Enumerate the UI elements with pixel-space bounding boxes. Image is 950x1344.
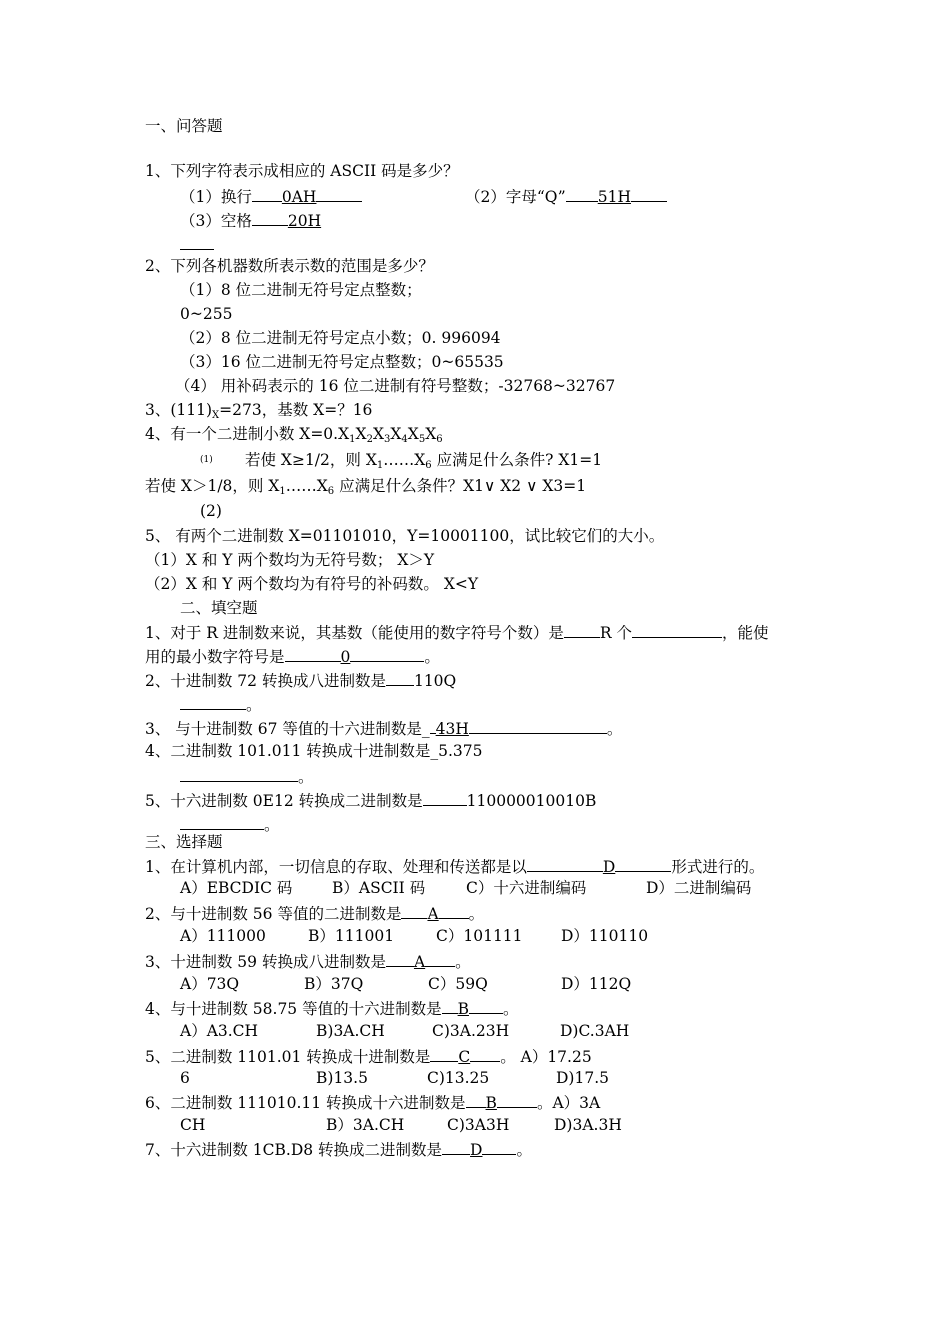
question-2d: （4） 用补码表示的 16 位二进制有符号整数；-32768~32767 [175, 377, 616, 395]
fill-2: 2、十进制数 72 转换成八进制数是 110Q [145, 669, 456, 691]
choice-4: 4、与十进制数 58.75 等值的十六进制数是 B 。 [145, 997, 519, 1019]
fill-2-blank: 。 [180, 693, 262, 715]
choice-4-option-a: A）A3.CH [180, 1022, 259, 1040]
question-2a: （1）8 位二进制无符号定点整数； [180, 281, 422, 299]
choice-2-option-c: C）101111 [436, 927, 523, 945]
question-4b: 若使 X＞1/8，则 $X_1\dots\dots X_6$ 应满足什么条件？X1∨ X2 ∨ X3=1 [145, 477, 587, 497]
choice-2-option-a: A）111000 [180, 927, 266, 945]
fill-5-blank: 。 [180, 813, 280, 835]
choice-6-option-b: B）3A.CH [326, 1116, 405, 1134]
choice-1-option-b: B）ASCII 码 [332, 879, 426, 897]
choice-6: 6、二进制数 111010.11 转换成十六进制数是 B 。A）3A [145, 1091, 600, 1113]
question-2c: （3）16 位二进制无符号定点整数；0~65535 [180, 353, 504, 371]
choice-5: 5、二进制数 1101.01 转换成十进制数是 C 。 A）17.25 [145, 1045, 592, 1067]
choice-4-option-c: C)3A.23H [432, 1022, 510, 1040]
question-5: 5、 有两个二进制数 X=01101010，Y=10001100，试比较它们的大小。 [145, 527, 665, 545]
choice-6-option-c: C)3A3H [447, 1116, 510, 1134]
choice-3-option-b: B）37Q [304, 975, 364, 993]
choice-7: 7、十六进制数 1CB.D8 转换成二进制数是 D 。 [145, 1138, 532, 1160]
choice-6-option-a-cont: CH [180, 1116, 206, 1134]
fill-4-blank: 。 [180, 765, 314, 787]
choice-2: 2、与十进制数 56 等值的二进制数是 A 。 [145, 902, 484, 924]
choice-1: 1、在计算机内部，一切信息的存取、处理和传送都是以 D 形式进行的。 [145, 855, 764, 877]
question-1a: （1）换行 0AH [180, 185, 362, 207]
choice-4-option-b: B)3A.CH [316, 1022, 385, 1040]
choice-5-option-c: C)13.25 [427, 1069, 490, 1087]
choice-3-option-c: C）59Q [428, 975, 488, 993]
section-heading-fill: 二、填空题 [180, 599, 258, 617]
choice-2-option-b: B）111001 [308, 927, 395, 945]
choice-1-option-a: A）EBCDIC 码 [180, 879, 293, 897]
question-5a: （1）X 和 Y 两个数均为无符号数； X＞Y [145, 551, 435, 569]
fill-1: 1、对于 R 进制数来说，其基数（能使用的数字符号个数）是 R 个 ，能使 [145, 621, 769, 643]
choice-5-option-a-cont: 6 [180, 1069, 190, 1087]
section-heading-choice: 三、选择题 [145, 833, 223, 851]
choice-3-option-a: A）73Q [180, 975, 240, 993]
question-4: 4、有一个二进制小数 $X=0.X_1X_2X_3X_4X_5X_6$ [145, 425, 443, 445]
question-2b: （2）8 位二进制无符号定点小数；0. 996094 [180, 329, 501, 347]
question-1c: （3）空格 20H [180, 209, 321, 231]
question-4a: 若使 X≥1/2，则 $X_1\dots\dots X_6$ 应满足什么条件? X1=1 [245, 451, 603, 471]
answer-2a: 0~255 [180, 305, 233, 323]
question-2: 2、下列各机器数所表示数的范围是多少？ [145, 257, 434, 275]
section-heading-qa: 一、问答题 [145, 117, 223, 135]
question-4a-marker: (1) [200, 455, 213, 465]
choice-5-option-b: B)13.5 [316, 1069, 368, 1087]
question-4b-marker: (2) [200, 502, 222, 520]
blank-line [180, 233, 214, 255]
fill-4: 4、二进制数 101.011 转换成十进制数是_5.375 [145, 742, 483, 760]
choice-4-option-d: D)C.3AH [560, 1022, 630, 1040]
fill-1-cont: 用的最小数字符号是 0 。 [145, 645, 440, 667]
choice-6-option-d: D)3A.3H [554, 1116, 622, 1134]
choice-3-option-d: D）112Q [561, 975, 632, 993]
question-1: 1、下列字符表示成相应的 ASCII 码是多少？ [145, 162, 459, 180]
choice-1-option-d: D）二进制编码 [646, 879, 752, 897]
choice-5-option-d: D)17.5 [556, 1069, 609, 1087]
choice-2-option-d: D）110110 [561, 927, 649, 945]
question-3: 3、$(111)_X=273$，基数 X=？16 [145, 401, 373, 421]
question-1b: （2）字母“Q” 51H [465, 185, 667, 207]
fill-5: 5、十六进制数 0E12 转换成二进制数是 110000010010B [145, 789, 596, 811]
fill-3: 3、 与十进制数 67 等值的十六进制数是_ 43H 。 [145, 717, 622, 739]
choice-1-option-c: C）十六进制编码 [466, 879, 587, 897]
question-5b: （2）X 和 Y 两个数均为有符号的补码数。 X<Y [145, 575, 479, 593]
choice-3: 3、十进制数 59 转换成八进制数是 A 。 [145, 950, 471, 972]
